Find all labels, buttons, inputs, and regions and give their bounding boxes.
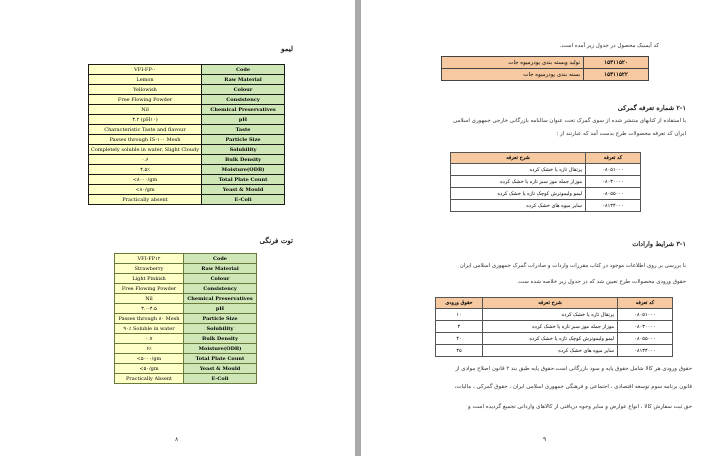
spec-key-cell: Taste xyxy=(202,125,285,135)
document-page-right xyxy=(361,0,716,456)
table-header-row xyxy=(451,153,641,164)
table-row xyxy=(436,321,673,333)
table-row xyxy=(89,175,285,185)
spec-value-cell: Characteristic Taste and flavour xyxy=(89,125,202,135)
tariff-code-cell: ۰۸۰۵۱۰۰۰ xyxy=(618,309,673,321)
spec-key-cell: Solubility xyxy=(202,145,285,155)
spec-table-lemon xyxy=(88,64,285,205)
spec-value-cell: Completely soluble in water, Slight Cloudy xyxy=(89,145,202,155)
table-row xyxy=(89,105,285,115)
page-number-left: ۸ xyxy=(175,436,179,443)
import-paragraph-line: با بررسی بر روی اطلاعات موجود در کتاب مقررات واردات و صادرات گمرک جمهوری اسلامی ایران xyxy=(459,263,686,269)
spec-key-cell: Total Plate Count xyxy=(202,175,285,185)
spec-key-cell: pH xyxy=(202,115,285,125)
tariff-desc-cell: سایر میوه های خشک کرده xyxy=(483,345,618,357)
table-row xyxy=(89,65,285,75)
spec-value-cell: Practically absent xyxy=(89,195,202,205)
duty-paragraph-line: حق ثبت سفارش کالا ، انواع عوارض و سایر وجوه دریافتی از کالاهای وارداتی تجمیع گردیده است و xyxy=(468,404,692,410)
isic-desc-cell: بسته بندی پودرمیوه جات xyxy=(442,69,584,81)
table-row xyxy=(442,57,649,69)
table-row xyxy=(451,176,641,188)
spec-value-cell: Passes through ۸۰ Mesh xyxy=(115,314,184,324)
isic-desc-cell: تولید وبسته بندی پودرمیوه جات xyxy=(442,57,584,69)
tariff-duty-cell: ۱۰ xyxy=(436,309,483,321)
spec-value-cell: Free Flowing Powder xyxy=(115,284,184,294)
section-heading-tariff: ۲-۱ شماره تعرفه گمرکی xyxy=(617,104,686,112)
spec-value-cell: Passes through IS-۱۰۰ Mesh xyxy=(89,135,202,145)
table-row xyxy=(115,314,257,324)
spec-value-cell: <۸۰۰۰/gm xyxy=(89,175,202,185)
column-header-desc: شرح تعرفه xyxy=(483,298,618,309)
spec-key-cell: Chemical Preservatives xyxy=(202,105,285,115)
spec-table-strawberry xyxy=(114,253,257,384)
spec-value-cell: Practically Absent xyxy=(115,374,184,384)
spec-value-cell: Nil xyxy=(89,105,202,115)
table-row xyxy=(115,364,257,374)
spec-value-cell: VFI-FP-۰ xyxy=(89,65,202,75)
spec-value-cell: ۳.۰-۴.۵ xyxy=(115,304,184,314)
document-page-left xyxy=(0,0,355,456)
spec-value-cell: Free Flowing Powder xyxy=(89,95,202,105)
table-row xyxy=(89,155,285,165)
isic-code-cell: ۱۵۳۱۱۵۲۲ xyxy=(584,69,649,81)
table-row xyxy=(115,304,257,314)
table-row xyxy=(89,185,285,195)
table-row xyxy=(436,309,673,321)
tariff-code-cell: ۰۸۰۵۵۰۰۰ xyxy=(586,188,641,200)
spec-key-cell: Consistency xyxy=(202,95,285,105)
spec-key-cell: Moisture(ODB) xyxy=(184,344,257,354)
isic-intro-text: کد آیسیک محصول در جدول زیر آمده است. xyxy=(559,43,659,49)
spec-key-cell: Yeast & Mould xyxy=(184,364,257,374)
table-row xyxy=(115,274,257,284)
table-row xyxy=(115,294,257,304)
isic-code-cell: ۱۵۳۱۱۵۲۰ xyxy=(584,57,649,69)
table-row xyxy=(436,345,673,357)
table-row xyxy=(89,125,285,135)
spec-key-cell: Raw Material xyxy=(184,264,257,274)
spec-key-cell: pH xyxy=(184,304,257,314)
spec-value-cell: <۵۰/gm xyxy=(115,364,184,374)
table-row xyxy=(89,165,285,175)
tariff-code-cell: ۰۸۰۵۱۰۰۰ xyxy=(586,164,641,176)
tariff-desc-cell: موزاز جمله موز سبز تازه یا خشک کرده xyxy=(483,321,618,333)
table-row xyxy=(115,264,257,274)
spec-key-cell: Bulk Density xyxy=(184,334,257,344)
table-row xyxy=(451,200,641,212)
tariff-duty-cell: ۴ xyxy=(436,321,483,333)
column-header-code: کد تعرفه xyxy=(586,153,641,164)
table-header-row xyxy=(436,298,673,309)
spec-key-cell: Solubility xyxy=(184,324,257,334)
tariff-code-cell: ۰۸۱۳۴۰۰۰ xyxy=(618,345,673,357)
table-row xyxy=(436,333,673,345)
spec-key-cell: Consistency xyxy=(184,284,257,294)
tariff-code-table xyxy=(450,152,641,212)
spec-key-cell: Particle Size xyxy=(202,135,285,145)
table-row xyxy=(115,374,257,384)
spec-value-cell: <۵۰۰۰/gm xyxy=(115,354,184,364)
table-row xyxy=(442,69,649,81)
spec-value-cell: ۰.۷ xyxy=(115,334,184,344)
column-header-duty: حقوق ورودی xyxy=(436,298,483,309)
spec-value-cell: VFI-FP۱۲ xyxy=(115,254,184,264)
product-title-strawberry: توت فرنگی xyxy=(259,236,293,245)
spec-value-cell: ۴.۵٪ xyxy=(89,165,202,175)
duty-paragraph-line: قانون برنامه سوم توسعه اقتصادی ، اجتماعی و فرهنگی جمهوری اسلامی ایران ، حقوق گمرکی ، مالیات، xyxy=(454,384,692,390)
spec-value-cell: Lemon xyxy=(89,75,202,85)
tariff-paragraph-line: ایران کد تعرفه محصولات طرح بدست آمد که عبارتند از : xyxy=(556,131,686,137)
spec-value-cell: Light Pinkish xyxy=(115,274,184,284)
table-row xyxy=(89,135,285,145)
spec-key-cell: Code xyxy=(184,254,257,264)
spec-key-cell: E-Coli xyxy=(202,195,285,205)
tariff-code-cell: ۰۸۰۳۰۰۰۰ xyxy=(586,176,641,188)
table-row xyxy=(451,188,641,200)
tariff-desc-cell: پرتقال تازه یا خشک کرده xyxy=(483,309,618,321)
product-title-lemon: لیمو xyxy=(281,44,293,53)
table-row xyxy=(115,284,257,294)
spec-key-cell: Chemical Preservatives xyxy=(184,294,257,304)
table-row xyxy=(89,145,285,155)
tariff-duty-cell: ۴۰ xyxy=(436,333,483,345)
tariff-duty-cell: ۴۵ xyxy=(436,345,483,357)
spec-key-cell: Total Plate Count xyxy=(184,354,257,364)
tariff-desc-cell: موزاز جمله موز سبز تازه یا خشک کرده xyxy=(451,176,586,188)
spec-key-cell: Moisture(ODB) xyxy=(202,165,285,175)
table-row xyxy=(89,75,285,85)
spec-value-cell: Yellowish xyxy=(89,85,202,95)
spec-value-cell: ۰.۶ xyxy=(89,155,202,165)
table-row xyxy=(89,95,285,105)
import-paragraph-line: حقوق ورودی محصولات طرح تعیین شد که در جدول زیر خلاصه شده ست. xyxy=(517,279,686,285)
spec-key-cell: Code xyxy=(202,65,285,75)
tariff-paragraph-line: با استفاده از کتابهای منتشر شده از سوی گمرک تحت عنوان سالنامه بازرگانی خارجی جمهوری اسلامی xyxy=(452,118,686,124)
tariff-desc-cell: لیمو ولیموترش کوچک تازه یا خشک کرده xyxy=(483,333,618,345)
tariff-desc-cell: لیمو ولیموترش کوچک تازه یا خشک کرده xyxy=(451,188,586,200)
spec-value-cell: ۶٪ xyxy=(115,344,184,354)
tariff-code-cell: ۰۸۰۳۰۰۰۰ xyxy=(618,321,673,333)
table-row xyxy=(115,354,257,364)
spec-key-cell: Bulk Density xyxy=(202,155,285,165)
column-header-desc: شرح تعرفه xyxy=(451,153,586,164)
table-row xyxy=(115,324,257,334)
page-number-right: ۹ xyxy=(543,436,547,443)
table-row xyxy=(115,344,257,354)
column-header-code: کد تعرفه xyxy=(618,298,673,309)
tariff-desc-cell: سایر میوه های خشک کرده xyxy=(451,200,586,212)
spec-key-cell: Colour xyxy=(202,85,285,95)
spec-value-cell: <۸۰/gm xyxy=(89,185,202,195)
table-row xyxy=(115,254,257,264)
spec-key-cell: Particle Size xyxy=(184,314,257,324)
spec-value-cell: ۹۰٪ Soluble in water xyxy=(115,324,184,334)
tariff-code-cell: ۰۸۱۳۴۰۰۰ xyxy=(586,200,641,212)
spec-key-cell: E-Coli xyxy=(184,374,257,384)
spec-value-cell: ۳.۲ (pH۱۰) xyxy=(89,115,202,125)
spec-key-cell: Raw Material xyxy=(202,75,285,85)
table-row xyxy=(451,164,641,176)
table-row xyxy=(115,334,257,344)
tariff-desc-cell: پرتقال تازه یا خشک کرده xyxy=(451,164,586,176)
spec-value-cell: Strawberry xyxy=(115,264,184,274)
spec-key-cell: Colour xyxy=(184,274,257,284)
spec-key-cell: Yeast & Mould xyxy=(202,185,285,195)
table-row xyxy=(89,195,285,205)
table-row xyxy=(89,115,285,125)
section-heading-import: ۳-۱ شرایط وارادات xyxy=(632,240,686,248)
isic-code-table xyxy=(441,56,649,81)
spec-value-cell: Nil xyxy=(115,294,184,304)
import-duty-table xyxy=(435,297,673,357)
table-row xyxy=(89,85,285,95)
tariff-code-cell: ۰۸۰۵۵۰۰۰ xyxy=(618,333,673,345)
duty-paragraph-line: حقوق ورودی هر کالا شامل حقوق پایه و سود بازرگانی است.حقوق پایه طبق بند ۲ قانون اصلاح موادی از xyxy=(455,366,692,372)
